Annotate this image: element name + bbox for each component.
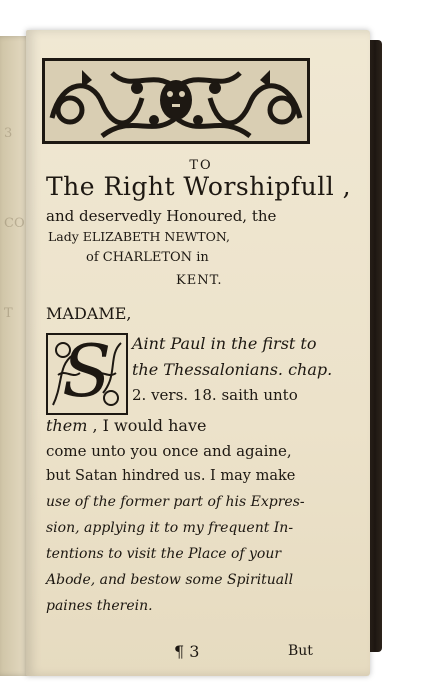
body-line: come unto you once and againe, bbox=[46, 442, 292, 460]
left-page-edge: 3 CO T bbox=[0, 36, 44, 676]
dedication-to: TO bbox=[189, 158, 213, 173]
body-line: tentions to visit the Place of your bbox=[46, 546, 282, 562]
dedication-title: The Right Worshipfull , bbox=[46, 172, 352, 201]
body-line: the Thessalonians. chap. bbox=[132, 360, 333, 379]
body-line: use of the former part of his Expres- bbox=[46, 494, 305, 510]
catchword: But bbox=[288, 643, 313, 659]
salutation: MADAME, bbox=[46, 304, 132, 323]
book-page bbox=[26, 30, 370, 676]
body-line: but Satan hindred us. I may make bbox=[46, 468, 296, 484]
woodcut-headpiece-ornament bbox=[42, 58, 310, 144]
dedication-line-of: of CHARLETON in bbox=[86, 250, 209, 265]
dedication-line-kent: KENT. bbox=[176, 273, 223, 288]
decorated-initial bbox=[46, 329, 128, 415]
body-line: 2. vers. 18. saith unto bbox=[132, 386, 298, 404]
initial-letter: S bbox=[62, 329, 112, 413]
dedication-line-honoured: and deservedly Honoured, the bbox=[46, 207, 277, 225]
book bbox=[0, 30, 382, 682]
dedication-line-lady: Lady ELIZABETH NEWTON, bbox=[48, 229, 230, 244]
body-line: Aint Paul in the first to bbox=[132, 334, 317, 353]
body-line: paines therein. bbox=[46, 598, 153, 614]
body-line: sion, applying it to my frequent In- bbox=[46, 520, 294, 536]
body-line: Abode, and bestow some Spirituall bbox=[46, 572, 294, 588]
signature-mark: ¶ 3 bbox=[174, 642, 200, 661]
body-line: them , I would have bbox=[46, 416, 207, 435]
